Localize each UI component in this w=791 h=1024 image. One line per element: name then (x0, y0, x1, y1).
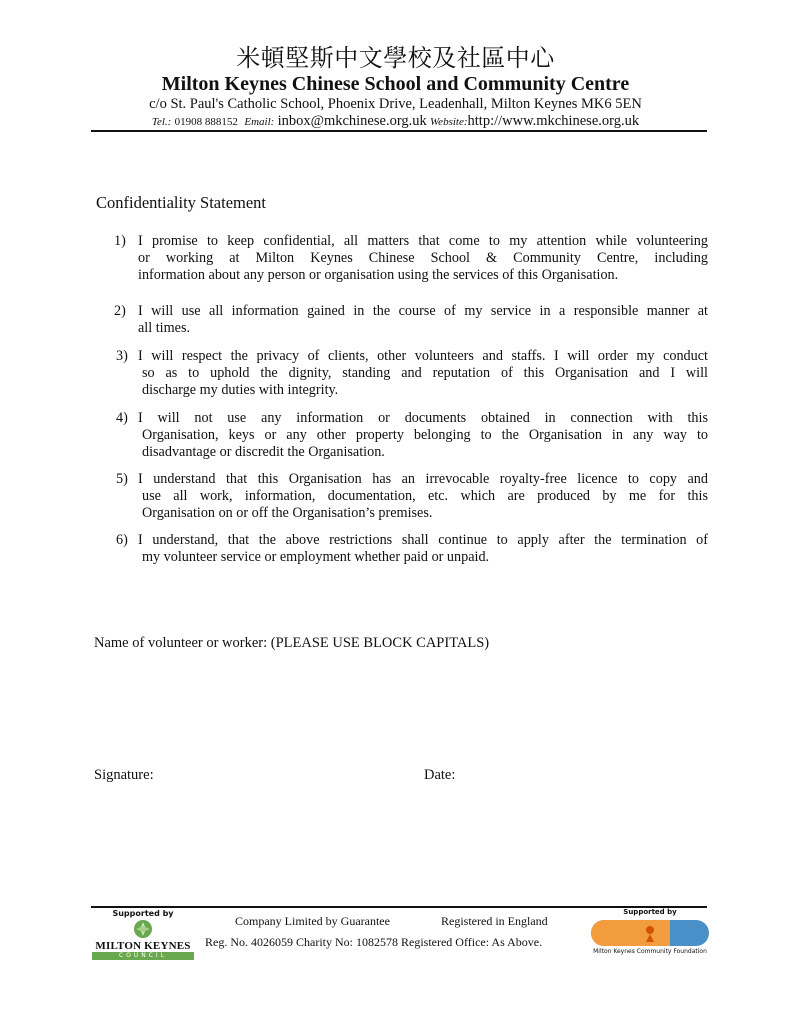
item-line: I will not use any information or documents obtained in connection with this (138, 410, 708, 426)
school-address: c/o St. Paul's Catholic School, Phoenix Drive, Leadenhall, Milton Keynes MK6 5EN (149, 96, 642, 112)
school-name: Milton Keynes Chinese School and Community Centre (161, 73, 630, 95)
registered-text: Registered in England (441, 914, 548, 928)
item-number: 5) (116, 471, 128, 487)
supported-by-text: Supported by (112, 909, 174, 918)
leaf-logo-icon (131, 919, 155, 939)
council-subtitle: COUNCIL (92, 952, 194, 960)
item-line: I understand that this Organisation has an irrevocable royalty-free licence to copy and (138, 471, 708, 487)
registration-numbers: Reg. No. 4026059 Charity No: 1082578 Registered Office: As Above. (205, 935, 543, 949)
item-line: Organisation on or off the Organisation’s premises. (142, 504, 433, 521)
item-line: so as to uphold the dignity, standing and reputation of this Organisation and I will (142, 364, 708, 381)
company-limited-text: Company Limited by Guarantee (235, 914, 390, 928)
item-line: use all work, information, documentation, etc. which are produced by me for this (142, 487, 708, 504)
foundation-logo-icon (590, 919, 710, 947)
milton-keynes-council-logo (90, 909, 196, 961)
council-name: MILTON KEYNES (95, 940, 191, 952)
tel-number: 01908 888152 (174, 116, 238, 128)
statement-item-3 (116, 348, 708, 398)
website-url: http://www.mkchinese.org.uk (467, 113, 640, 129)
item-line: I understand, that the above restrictions shall continue to apply after the termination of (138, 532, 708, 548)
item-line: information about any person or organisation using the services of this Organisation. (138, 266, 619, 283)
header-divider (91, 130, 707, 132)
item-number: 3) (116, 348, 128, 364)
supported-by-text: Supported by (623, 908, 677, 916)
name-field-label: Name of volunteer or worker: (PLEASE USE BLOCK CAPITALS) (94, 635, 490, 651)
item-line: Organisation, keys or any other property belonging to the Organisation in any way to (142, 426, 708, 443)
statement-item-6 (116, 532, 708, 566)
item-number: 4) (116, 410, 128, 426)
item-number: 6) (116, 532, 128, 548)
tel-label: Tel.: (151, 116, 172, 128)
email-address: inbox@mkchinese.org.uk (277, 113, 427, 129)
item-number: 1) (114, 233, 126, 249)
item-line: my volunteer service or employment whether paid or unpaid. (142, 548, 490, 565)
date-field-label: Date: (424, 767, 456, 783)
item-number: 2) (114, 303, 126, 319)
statement-item-5 (116, 471, 708, 521)
signature-field-label: Signature: (94, 767, 154, 783)
statement-title: Confidentiality Statement (96, 193, 267, 212)
item-line: I promise to keep confidential, all matters that come to my attention while volunteering (138, 233, 708, 249)
statement-item-4 (116, 410, 708, 460)
item-line: I will respect the privacy of clients, other volunteers and staffs. I will order my conduct (138, 348, 708, 364)
statement-item-1 (114, 233, 708, 283)
item-line: discharge my duties with integrity. (142, 381, 339, 398)
item-line: all times. (138, 319, 191, 336)
community-foundation-logo (590, 908, 710, 958)
item-line: or working at Milton Keynes Chinese School & Community Centre, including (138, 249, 708, 266)
chinese-school-name: 米頓堅斯中文學校及社區中心 (236, 44, 555, 72)
item-line: I will use all information gained in the course of my service in a responsible manner at (138, 303, 708, 319)
contact-line (0, 112, 791, 131)
item-line: disadvantage or discredit the Organisation. (142, 443, 385, 460)
email-label: Email: (244, 116, 275, 128)
statement-item-2 (114, 303, 708, 337)
foundation-caption: Milton Keynes Community Foundation (593, 948, 707, 955)
website-label: Website: (430, 116, 468, 128)
